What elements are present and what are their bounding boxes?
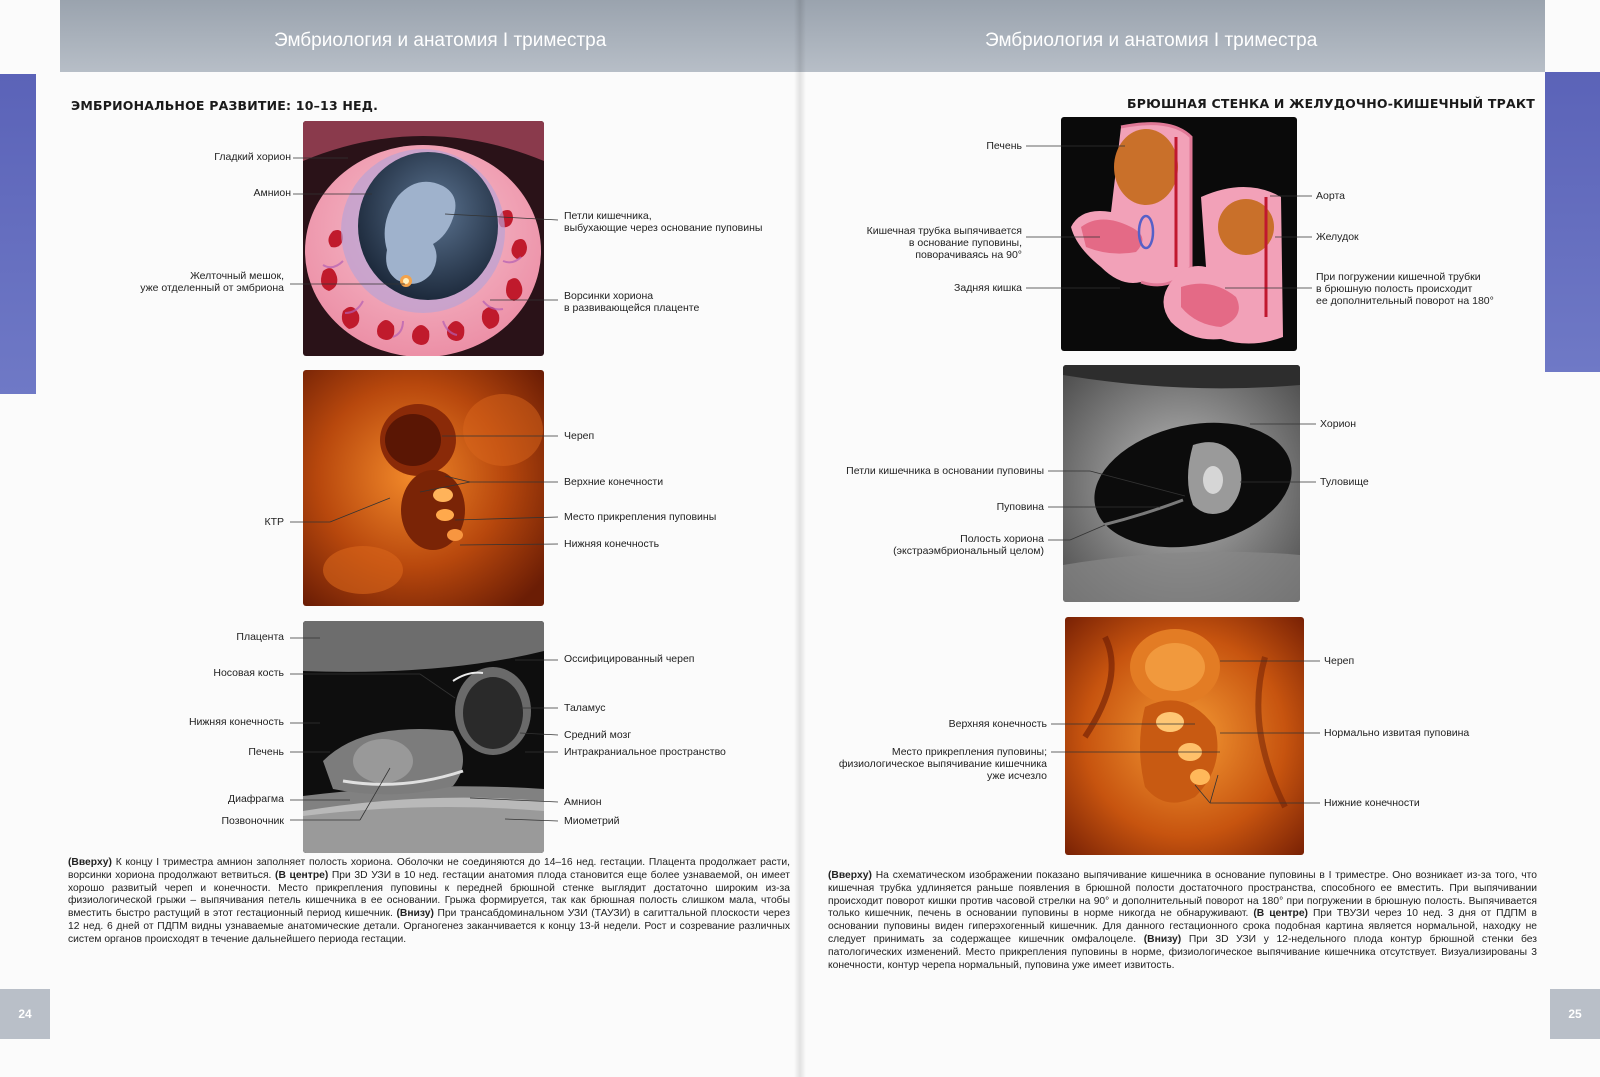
label-skull: Череп (564, 430, 595, 442)
left-caption-bottom: При трансабдоминальном УЗИ (ТАУЗИ) в сагиттальной плоскости через 12 нед. 6 дней от ПДПМ видны узнаваемые анатомические детали. Органогенез заканчивается к концу 13-й недели. Рост и созревание различных систем органов происходят в течение дальнейшего периода гестации. (68, 908, 790, 945)
label-liver: Печень (248, 746, 284, 758)
label-lower-limbs-r: Нижние конечности (1324, 797, 1420, 809)
left-header-bar (60, 0, 800, 72)
left-caption (68, 857, 790, 947)
right-caption-bottom: При 3D УЗИ у 12-недельного плода контур брюшной стенки без патологических изменений. Место прикрепления пуповины в норме, физиологическое выпячивание кишечника отсутствует. Визуализированы 3 конечности, контур черепа нормальный, пуповина уже имеет извитость. (828, 933, 1537, 971)
label-midbrain: Средний мозг (564, 729, 632, 741)
label-upper-limb-r: Верхняя конечность (948, 718, 1047, 730)
right-chapter-tab (1545, 72, 1600, 372)
label-myometrium: Миометрий (564, 815, 620, 827)
right-caption (828, 870, 1537, 972)
right-header-bar (800, 0, 1545, 72)
label-chorion: Хорион (1320, 418, 1357, 430)
label-ktr: КТР (264, 516, 284, 528)
label-smooth-chorion: Гладкий хорион (214, 151, 291, 163)
right-caption-middle-lead: (В центре) (1253, 908, 1308, 920)
right-page-number: 25 (1550, 989, 1600, 1039)
label-skull-r: Череп (1324, 655, 1355, 667)
left-section-title: ЭМБРИОНАЛЬНОЕ РАЗВИТИЕ: 10–13 НЕД. (71, 98, 379, 113)
right-caption-bottom-lead: (Внизу) (1143, 933, 1182, 945)
label-bowel-loops: Петли кишечника, выбухающие через основание пуповины (564, 210, 763, 234)
label-upper-limbs: Верхние конечности (564, 476, 664, 488)
left-chapter-tab (0, 74, 36, 394)
label-placenta: Плацента (236, 631, 284, 643)
label-cord-insertion-r: Место прикрепления пуповины; физиологическое выпячивание кишечника уже исчезло (838, 746, 1047, 782)
label-normal-cord: Нормально извитая пуповина (1324, 727, 1470, 739)
left-header-title: Эмбриология и анатомия I триместра (274, 30, 607, 51)
ultrasound-3d-10-weeks (303, 370, 544, 606)
right-caption-top: На схематическом изображении показано выпячивание кишечника в основание пуповины в I триместре. Оно возникает из-за того, что кишечная трубка удлиняется раньше появления в брюшной полости достаточного пространства, способного ее вместить. При выпячивании происходит поворот кишки против часовой стрелки на 90° и дополнительный поворот на 180° при погружении в брюшную полость. Выпячивается только кишечник, печень в основании пуповины в норме никогда не обнаруживают. (828, 870, 1537, 920)
label-thalamus: Таламус (564, 702, 606, 714)
embryo-illustration (303, 121, 544, 356)
label-chorionic-cavity: Полость хориона (экстраэмбриональный целом) (893, 533, 1044, 557)
label-ossified-skull: Оссифицированный череп (564, 653, 695, 665)
label-cord-r: Пуповина (996, 501, 1044, 513)
left-caption-top-lead: (Вверху) (68, 857, 112, 868)
right-caption-middle: При ТВУЗИ через 10 нед. 3 дня от ПДПМ в основании пуповины виден гиперэхогенный кишечник. Для данного гестационного срока подобная картина является нормальной, находку не следует принимать за содержащее кишечник омфалоцеле. (828, 908, 1537, 945)
ultrasound-3d-12-weeks (1065, 617, 1304, 855)
label-hindgut: Задняя кишка (954, 282, 1022, 294)
label-diaphragm: Диафрагма (227, 793, 284, 805)
label-intracranial: Интракраниальное пространство (564, 746, 726, 758)
label-cord-insertion: Место прикрепления пуповины (564, 511, 717, 523)
label-gut-tube: Кишечная трубка выпячивается в основание пуповины, поворачиваясь на 90° (866, 225, 1022, 261)
label-spine: Позвоночник (221, 815, 284, 827)
label-nasal-bone: Носовая кость (213, 667, 284, 679)
label-yolk-sac: Желточный мешок, уже отделенный от эмбриона (140, 270, 284, 294)
right-caption-top-lead: (Вверху) (828, 870, 872, 881)
label-rotation: При погружении кишечной трубки в брюшную полость происходит ее дополнительный поворот на 180° (1316, 271, 1494, 307)
book-spine (794, 0, 806, 1077)
gut-rotation-illustration (1061, 117, 1297, 351)
label-chorionic-villi: Ворсинки хориона в развивающейся плаценте (564, 290, 700, 314)
left-caption-middle-lead: (В центре) (275, 869, 329, 881)
label-amnion: Амнион (253, 187, 291, 199)
label-trunk: Туловище (1320, 476, 1369, 488)
label-liver-r: Печень (986, 140, 1022, 152)
label-bowel-loops-r: Петли кишечника в основании пуповины (846, 465, 1044, 477)
left-page-number: 24 (0, 989, 50, 1039)
label-aorta: Аорта (1316, 190, 1345, 202)
label-lower-limb: Нижняя конечность (564, 538, 660, 550)
right-header-title: Эмбриология и анатомия I триместра (985, 30, 1318, 51)
ultrasound-tv-10-weeks (1063, 365, 1300, 602)
left-caption-top: К концу I триместра амнион заполняет полость хориона. Оболочки не соединяются до 14–16 нед. гестации. Плацента продолжает расти, ворсинки хориона продолжают ветвиться. (68, 857, 790, 881)
left-caption-middle: При 3D УЗИ в 10 нед. гестации анатомия плода становится еще более узнаваемой, он имеет хорошо развитый череп и конечности. Место прикрепления пуповины к передней брюшной стенке выглядит достаточно широким из-за физиологической грыжи – выпячивания петель кишечника в ее основании. Грыжа формируется, так как брюшная полость слишком мала, чтобы вместить быстро растущий в этот гестационный период кишечник. (68, 869, 790, 920)
label-amnion-us: Амнион (564, 796, 602, 808)
right-page (800, 0, 1600, 1077)
right-section-title: БРЮШНАЯ СТЕНКА И ЖЕЛУДОЧНО-КИШЕЧНЫЙ ТРАКТ (1127, 96, 1535, 111)
label-lower-limb-us: Нижняя конечность (188, 716, 284, 728)
label-stomach: Желудок (1316, 231, 1359, 243)
ultrasound-sagittal-12-weeks (303, 621, 544, 853)
left-caption-bottom-lead: (Внизу) (396, 908, 434, 920)
